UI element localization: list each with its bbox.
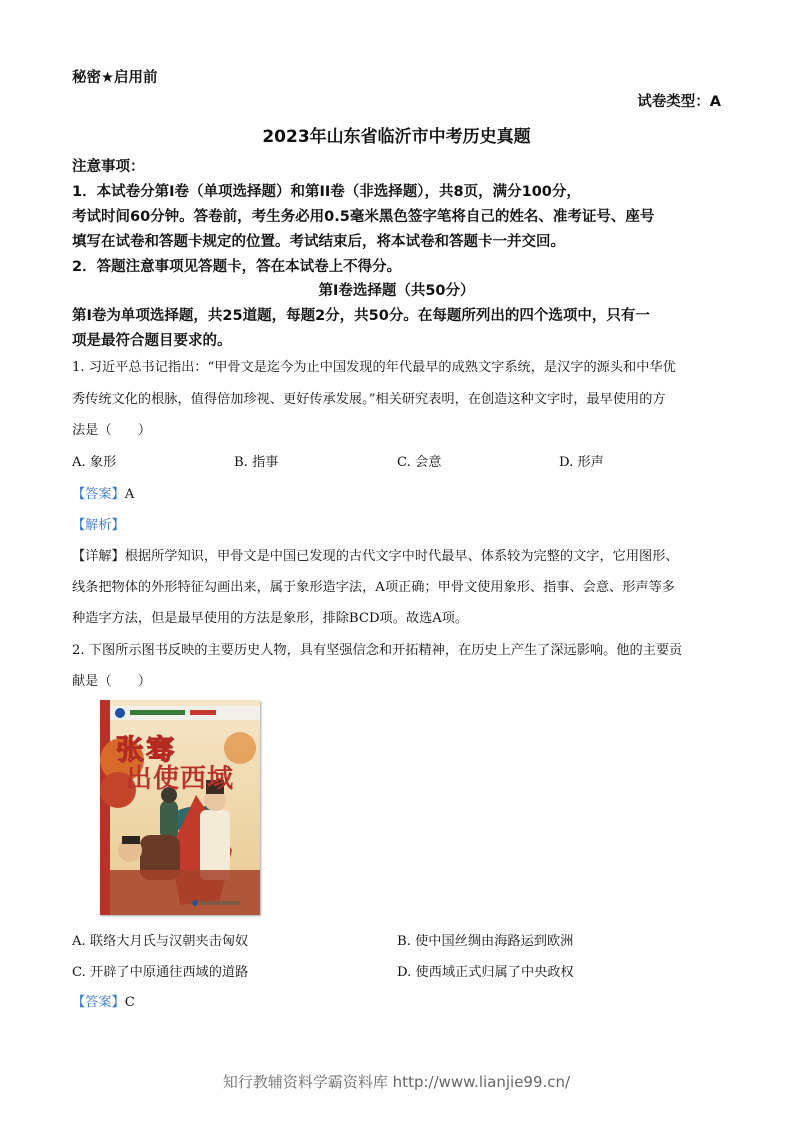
- q2-stem: 献是（ ）: [72, 674, 152, 689]
- q2-answer: [72, 991, 135, 1010]
- answer-label: 【答案】: [72, 487, 125, 502]
- page-title: 2023年山东省临沂市中考历史真题: [262, 127, 531, 147]
- book-cover-image: [100, 700, 260, 915]
- notice-heading: 注意事项：: [72, 159, 145, 175]
- q1-stem: 秀传统文化的根脉，值得倍加珍视、更好传承发展。”相关研究表明，在创造这种文字时，最早使用的方: [72, 392, 666, 407]
- notice-line: 考试时间60分钟。答卷前，考生务必用0.5毫米黑色签字笔将自己的姓名、准考证号、座号: [72, 209, 655, 225]
- answer-value: C: [124, 995, 135, 1010]
- q1-answer: [72, 483, 134, 502]
- notice-line: 2．答题注意事项见答题卡，答在本试卷上不得分。: [72, 259, 402, 275]
- q1-detail: 种造字方法，但是最早使用的方法是象形，排除BCD项。故选A项。: [72, 611, 469, 626]
- q1-detail: [72, 545, 679, 564]
- q1-stem: 1. 习近平总书记指出：“甲骨文是迄今为止中国发现的年代最早的成熟文字系统，是汉字的源头和中华优: [72, 360, 676, 375]
- section-title: 第Ⅰ卷选择题（共50分）: [318, 283, 475, 299]
- notice-line: 填写在试卷和答题卡规定的位置。考试结束后，将本试卷和答题卡一并交回。: [72, 234, 565, 250]
- book-cover-title-bottom: 出使西域: [126, 764, 235, 794]
- section-desc: 项是最符合题目要求的。: [72, 333, 232, 349]
- answer-value: A: [124, 487, 135, 502]
- section-desc: 第I卷为单项选择题，共25道题，每题2分，共50分。在每题所列出的四个选项中，只有一: [72, 308, 650, 324]
- q2-option-b: B. 使中国丝绸由海路运到欧洲: [397, 934, 574, 949]
- page-footer: 知行教辅资料学霸资料库 http://www.lianjie99.cn/: [222, 1073, 571, 1091]
- q1-option-b: B. 指事: [234, 455, 279, 470]
- notice-line: 1．本试卷分第I卷（单项选择题）和第II卷（非选择题），共8页，满分100分，: [72, 184, 581, 200]
- detail-label: 【详解】: [72, 549, 125, 564]
- q1-analysis-label: 【解析】: [72, 518, 125, 533]
- secret-label: 秘密★启用前: [72, 70, 158, 86]
- q1-option-d: D. 形声: [559, 455, 604, 470]
- q1-stem: 法是（ ）: [72, 423, 152, 438]
- q2-stem: 2. 下图所示图书反映的主要历史人物，具有坚强信念和开拓精神，在历史上产生了深远影响。他的主要贡: [72, 643, 683, 658]
- q2-option-c: C. 开辟了中原通往西域的道路: [72, 965, 249, 980]
- paper-type: 试卷类型：A: [637, 94, 721, 110]
- q1-option-a: A. 象形: [72, 455, 117, 470]
- q1-option-c: C. 会意: [397, 455, 442, 470]
- detail-text: 根据所学知识，甲骨文是中国已发现的古代文字中时代最早、体系较为完整的文字，它用图形、: [124, 549, 679, 564]
- answer-label: 【答案】: [72, 995, 125, 1010]
- q1-detail: 线条把物体的外形特征勾画出来，属于象形造字法，A项正确；甲骨文使用象形、指事、会意、形声等多: [72, 580, 675, 595]
- book-cover-title-top: 张骞: [116, 733, 177, 766]
- q2-option-d: D. 使西域正式归属了中央政权: [397, 965, 574, 980]
- q2-option-a: A. 联络大月氏与汉朝夹击匈奴: [72, 934, 249, 949]
